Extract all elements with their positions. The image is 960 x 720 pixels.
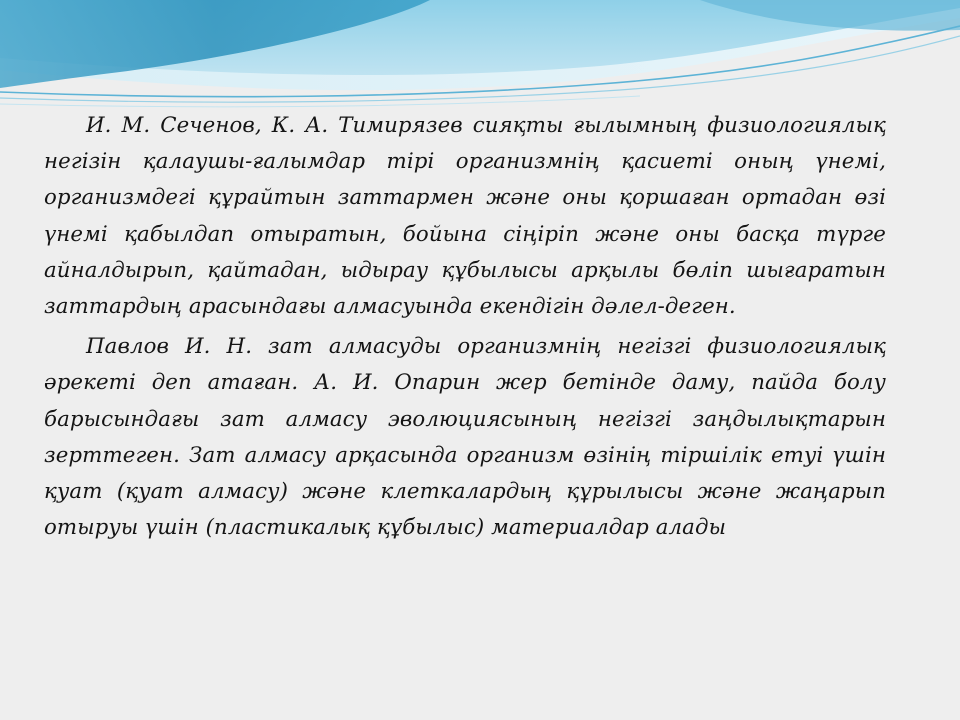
paragraph-1: И. М. Сеченов, К. А. Тимирязев сияқты ғылымның физиологиялық негізін қалаушы-ғалымдар тірі организмнің қасиеті оның үнемі, организмдегі құрайтын заттармен және оны қоршаған ортадан өзі үнемі қабылдап отыратын, бойына сіңіріп және оны басқа түрге айналдырып, қайтадан, ыдырау құбылысы арқылы бөліп шығаратын заттардың арасындағы алмасуында екендігін дәлел-деген.	[44, 113, 886, 320]
slide-body-text	[44, 108, 886, 550]
paragraph-2: Павлов И. Н. зат алмасуды организмнің негізгі физиологиялық әрекеті деп атаған. А. И. Опарин жер бетінде даму, пайда болу барысындағы зат алмасу эволюциясының негізгі заңдылықтарын зерттеген. Зат алмасу арқасында организм өзінің тіршілік етуі үшін қуат (қуат алмасу) және клеткалардың құрылысы және жаңарып отыруы үшін (пластикалық құбылыс) материалдар алады	[44, 334, 886, 541]
decorative-wave-header	[0, 0, 960, 110]
